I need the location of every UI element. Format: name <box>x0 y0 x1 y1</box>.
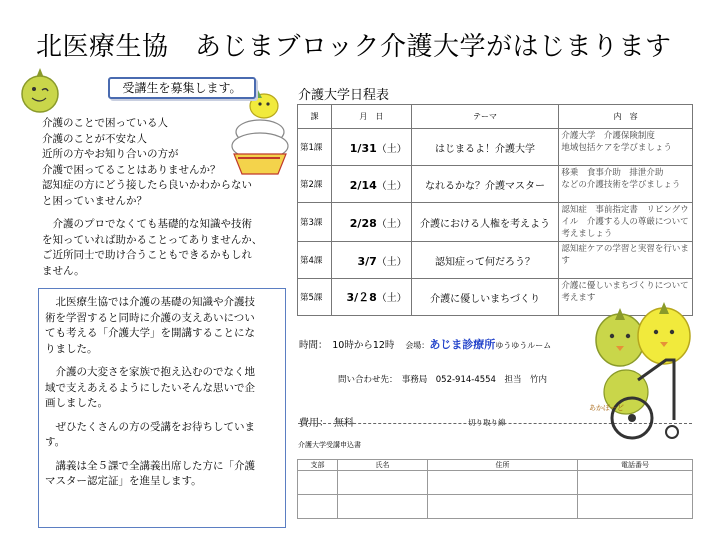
lesson-theme: 認知症って何だろう？ <box>411 242 559 279</box>
lesson-theme: 介護における人権を考えよう <box>411 203 559 242</box>
date-value: 2/14 <box>349 178 377 192</box>
lesson-theme: 介護に優しいまちづくり <box>411 279 559 316</box>
table-row <box>298 129 693 166</box>
date-value: 2/28 <box>349 216 377 230</box>
lesson-number: 第5課 <box>298 279 332 316</box>
lesson-content: 移乗 食事介助 排泄介助 などの介護技術を学びましょう <box>559 166 693 203</box>
phone-field[interactable] <box>578 495 693 519</box>
table-row <box>298 242 693 279</box>
mascot-wheelchair <box>578 300 702 450</box>
intro-text <box>42 116 282 279</box>
date-weekday: （土） <box>376 143 407 155</box>
intro-paragraph-2: 介護のプロでなくても基礎的な知識や技術 を知っていれば助かることってありませんか、 ご近所同士で助け合うこともできるかもしれ ません。 <box>42 218 263 277</box>
table-row <box>298 166 693 203</box>
date-value: 3/7 <box>357 254 377 268</box>
application-form <box>297 459 693 519</box>
form-title: 介護大学受講申込書 <box>298 441 361 449</box>
table-row <box>298 203 693 242</box>
branch-field[interactable] <box>298 495 338 519</box>
address-field[interactable] <box>428 471 578 495</box>
phone-field[interactable] <box>578 471 693 495</box>
date-weekday: （土） <box>376 218 407 230</box>
page-title: 北医療生協 あじまブロック介護大学がはじまります <box>36 32 672 62</box>
recruit-banner: 受講生を募集します。 <box>108 77 256 99</box>
time-info <box>299 336 551 352</box>
date-weekday: （土） <box>376 256 407 268</box>
time-text: 時間： 10時から12時 <box>299 340 395 351</box>
mascot-top-left <box>18 64 62 114</box>
lesson-date <box>331 129 411 166</box>
form-row <box>298 471 693 495</box>
name-field[interactable] <box>338 495 428 519</box>
form-row <box>298 495 693 519</box>
branch-field[interactable] <box>298 471 338 495</box>
date-value: 1/31 <box>349 141 377 155</box>
date-weekday: （土） <box>376 180 407 192</box>
lesson-content: 認知症ケアの学習と実習を行います <box>559 242 693 279</box>
venue-label: 会場： <box>405 341 430 350</box>
form-header-branch: 支部 <box>298 460 338 471</box>
box-paragraph-4: 講義は全５課で全講義出席した方に「介護 マスター認定証」を進呈します。 <box>45 459 255 487</box>
venue-name: あじま診療所 <box>429 338 496 351</box>
schedule-header-row <box>298 105 693 129</box>
lesson-content: 介護大学 介護保険制度 地域包括ケアを学びましょう <box>559 129 693 166</box>
header-lesson: 課 <box>298 105 332 129</box>
lesson-content: 介護に優しいまちづくりについて考えます <box>559 279 693 316</box>
form-header-row <box>298 460 693 471</box>
lesson-number: 第4課 <box>298 242 332 279</box>
schedule-table <box>297 104 693 316</box>
lesson-date <box>331 242 411 279</box>
date-weekday: （土） <box>376 293 407 304</box>
schedule-title: 介護大学日程表 <box>298 88 390 103</box>
form-header-phone: 電話番号 <box>578 460 693 471</box>
venue-room: ゆうゆうルーム <box>495 341 552 350</box>
lesson-number: 第2課 <box>298 166 332 203</box>
lesson-date <box>331 279 411 316</box>
header-date: 月 日 <box>331 105 411 129</box>
lesson-theme: なれるかな？介護マスター <box>411 166 559 203</box>
box-paragraph-1: 北医療生協では介護の基礎の知識や介護技 術を学習すると同時に介護の支えあいについ ても考える「介護大学」を開講することにな りました。 <box>45 296 255 355</box>
lesson-content: 認知症 事前指定書 リビングウイル 介護する人の尊厳について考えましょう <box>559 203 693 242</box>
contact-info: 問い合わせ先： 事務局 052-914-4554 担当 竹内 <box>338 375 547 385</box>
form-header-name: 氏名 <box>338 460 428 471</box>
box-paragraph-2: 介護の大変さを家族で抱え込むのでなく地 域で支えあえるようにしたいそんな思いで企 画しました。 <box>45 366 255 409</box>
header-content: 内 容 <box>559 105 693 129</box>
header-theme: テーマ <box>411 105 559 129</box>
fee-info: 費用： 無料 <box>299 418 354 429</box>
mascot-label: あかぽーど <box>589 404 624 412</box>
address-field[interactable] <box>428 495 578 519</box>
intro-paragraph-1: 介護のことで困っている人 介護のことが不安な人 近所の方やお知り合いの方が 介護で困ってることはありませんか？ 認知症の方にどう接したら良いかわからない と困っていませんか？ <box>42 117 252 207</box>
description-box <box>38 288 286 528</box>
cut-line-label: 切り取り線 <box>468 418 506 427</box>
lesson-number: 第3課 <box>298 203 332 242</box>
date-value: 3/２8 <box>346 291 377 304</box>
lesson-theme: はじまるよ！介護大学 <box>411 129 559 166</box>
lesson-date <box>331 166 411 203</box>
name-field[interactable] <box>338 471 428 495</box>
form-header-address: 住所 <box>428 460 578 471</box>
lesson-number: 第1課 <box>298 129 332 166</box>
box-paragraph-3: ぜひたくさんの方の受講をお待ちしていま す。 <box>45 420 255 448</box>
lesson-date <box>331 203 411 242</box>
